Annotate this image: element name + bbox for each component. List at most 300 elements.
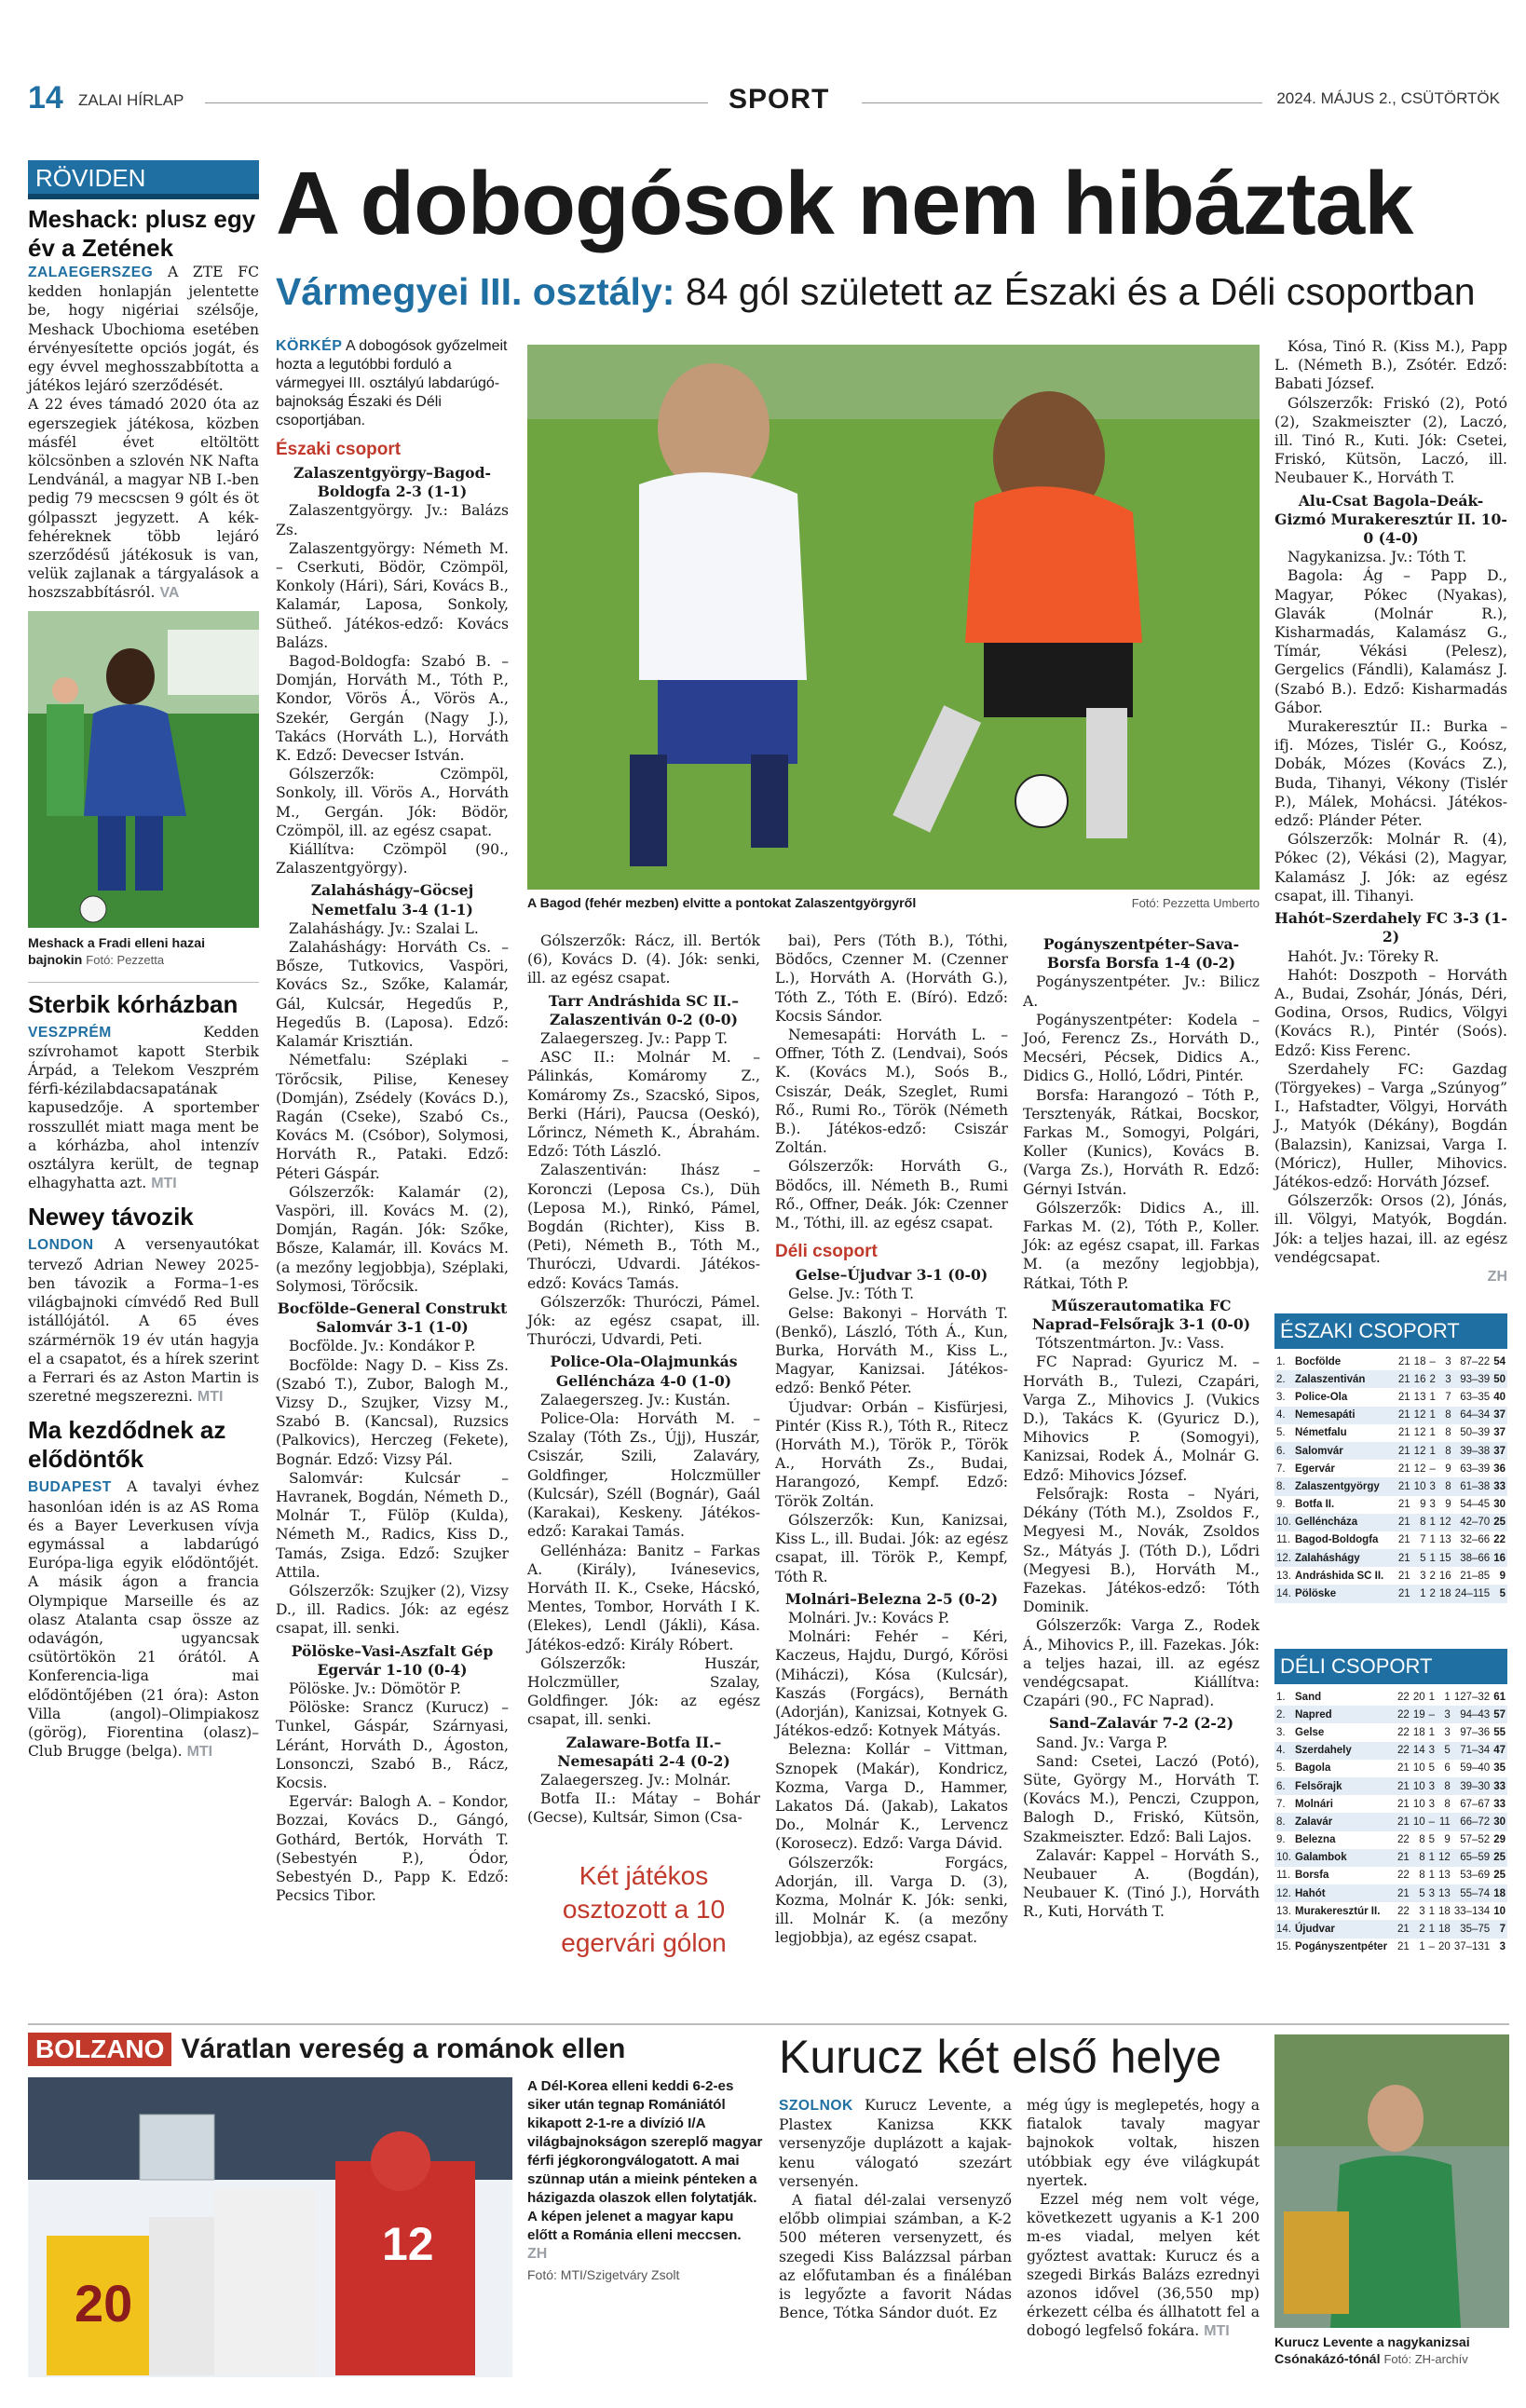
kurucz-body2: A fiatal dél-zalai versenyző előbb olimpiai számban, a K-2 500 méteren versenyzett, és szegedi Kiss Balázzsal párban az előfutamban és a fináléban is legyőzte a favorit Nádas Bence, Tótka Sándor duót. Ez <box>779 2192 1012 2322</box>
team-name: Sand <box>1295 1691 1322 1703</box>
standings-cell: 37–131 <box>1453 1941 1491 1953</box>
standings-cell: 16 <box>1493 1552 1506 1564</box>
kurucz-body3: még úgy is meglepetés, hogy a fiatalok tavaly magyar bajnokok voltak, hiszen utóbbiak egy éve világkupát nyertek. <box>1027 2097 1260 2189</box>
pullquote: Két játékos osztozott a 10 egervári gólon <box>561 1860 727 1957</box>
feature-photo-caption: A Bagod (fehér mezben) elvitte a pontokat Zalaszentgyörgyről Fotó: Pezzetta Umberto <box>527 896 1260 911</box>
match-report: Botfa II.: Mátay – Bohár (Gecse), Kultsár, Simon (Csa- <box>527 1790 760 1827</box>
standings-cell: 8 <box>1444 1780 1451 1792</box>
standings-cell: 3 <box>1445 1373 1451 1385</box>
results-column-2 <box>527 932 760 1960</box>
match-report: Újudvar: Orbán – Kisfürjesi, Pintér (Kiss R.), Tóth R., Ritecz (Horváth M.), Török P., Török A., Horváth Zs., Budai, Harangozó, Kempf. Edző: Török Zoltán. <box>775 1398 1008 1510</box>
standings-cell: 12 <box>1438 1852 1451 1864</box>
kurucz-caption: Kurucz Levente a nagykanizsai Csónakázó-tónál Fotó: ZH-archív <box>1274 2335 1470 2367</box>
standings-cell: 10 <box>1412 1762 1425 1775</box>
standings-cell: 67–67 <box>1460 1798 1491 1810</box>
results-column-1 <box>276 337 509 1905</box>
brief-newey-place: LONDON <box>28 1237 94 1254</box>
match-report: Gólszerzők: Kalamár (2), Vaspöri, ill. Kovács M. (2), Domján, Ragán. Jók: Szőke, Bősze, Kalamár, ill. Kovács M. (a mezőny legjobbja), Széplaki, Solymosi, Törőcsik. <box>276 1183 509 1295</box>
match-title: Alu-Csat Bagola–Deák-Gizmó Murakeresztúr II. 10-0 (4-0) <box>1274 491 1507 548</box>
standings-cell: 5 <box>1419 1887 1425 1899</box>
match-report: Borsfa: Harangozó – Tóth P., Tersztenyák, Rátkai, Bocskor, Farkas M., Somogyi, Polgári, Koller (Kunics), Kovács B. (Varga Zs.), Horváth R. Edző: Gérnyi István. <box>1023 1086 1260 1198</box>
standings-cell: 5. <box>1276 1762 1286 1775</box>
standings-row <box>1274 1496 1507 1514</box>
page-header <box>28 80 1500 121</box>
standings-cell: 5 <box>1444 1745 1451 1757</box>
standings-cell: 8 <box>1420 1517 1426 1529</box>
standings-cell: – <box>1428 1941 1436 1953</box>
standings-row <box>1274 1353 1507 1370</box>
standings-cell: 12 <box>1413 1445 1426 1457</box>
north-table <box>1274 1353 1507 1603</box>
standings-cell: 21 <box>1397 1588 1410 1600</box>
intro-lead: KÖRKÉP <box>276 338 343 354</box>
col1-results <box>276 464 509 1905</box>
standings-cell: 47 <box>1493 1745 1506 1757</box>
standings-cell: 22 <box>1397 1834 1410 1846</box>
brief-elodontok-body: BUDAPEST A tavalyi évhez hasonlóan idén is az AS Roma és a Bayer Leverkusen vívja egymással a labdarúgó Európa-liga egyik elődöntőjét. A másik ágon a francia Olympique Marseille és az olasz Atalanta csap össze az odavágón, ugyancsak csütörtökön 21 órától. A Konferencia-liga mai elődöntőjében (21 óra): Aston Villa (angol)–Olimpiakosz (görög), Fiorentina (olasz)–Club Brugge (belga). MTI <box>28 1478 259 1761</box>
standings-cell: 14. <box>1276 1924 1291 1936</box>
standings-cell: 1 <box>1444 1691 1451 1703</box>
standings-cell: 12 <box>1413 1427 1426 1439</box>
standings-cell: 33 <box>1493 1780 1506 1792</box>
standings-cell: 1 <box>1429 1517 1436 1529</box>
standings-cell: 13. <box>1276 1570 1291 1582</box>
standings-cell: 87–22 <box>1460 1355 1491 1367</box>
feature-photo-credit: Fotó: Pezzetta Umberto <box>1131 896 1260 910</box>
match-report: Zalaegerszeg. Jv.: Kustán. <box>540 1391 730 1408</box>
standings-cell: 3 <box>1444 1708 1451 1721</box>
brief-sterbik-title: Sterbik kórházban <box>28 989 238 1018</box>
standings-cell: 32–66 <box>1460 1534 1491 1546</box>
brief-meshack-body2: A 22 éves támadó 2020 óta az egerszegiek játékosa, közben másfél évet eltöltött kölcsönben a szlovén NK Nafta Lendvánál, a magyar NB I.-ben pedig 79 mecscsen 9 gólt és öt gólpasszt jegyzett. A kék-fehéreknek több lejáró szerződésű játékosuk is van, velük zajlanak a tárgyalások a hoszszabbításról. VA <box>28 396 259 602</box>
standings-row <box>1274 1902 1507 1920</box>
match-title: Zalaszentgyörgy–Bagod-Boldogfa 2-3 (1-1) <box>293 464 491 501</box>
standings-cell: 7 <box>1420 1534 1426 1546</box>
standings-cell: 5 <box>1428 1762 1436 1775</box>
standings-cell: 21 <box>1397 1762 1410 1775</box>
team-name: Murakeresztúr II. <box>1295 1905 1381 1917</box>
team-name: Zalaszentgyörgy <box>1295 1480 1380 1492</box>
match-report: Pölöske. Jv.: Dömötör P. <box>289 1680 462 1697</box>
brief-meshack-place: ZALAEGERSZEG <box>28 265 154 280</box>
standings-row <box>1274 1424 1507 1442</box>
standings-cell: 3 <box>1419 1905 1425 1917</box>
standings-row <box>1274 1549 1507 1567</box>
col2-results <box>527 932 760 1828</box>
kurucz-col-b <box>1027 2096 1260 2342</box>
match-report: Zalaszentiván: Ihász – Koronczi (Leposa Cs.), Düh (Leposa M.), Rinkó, Pámel, Bogdán (Richter), Kiss B. (Peti), Németh B., Tóth M., Thuróczi, Udvardi. Játékos-edző: Kovács Tamás. <box>527 1162 760 1292</box>
standings-cell: 12. <box>1276 1552 1291 1564</box>
standings-row <box>1274 1867 1507 1884</box>
standings-cell: – <box>1429 1462 1436 1475</box>
match-title: Zalaháshágy–Göcsej Nemetfalu 3-4 (1-1) <box>310 881 474 918</box>
standings-cell: 7. <box>1276 1462 1286 1475</box>
team-name: Police-Ola <box>1295 1391 1348 1403</box>
standings-cell: 18 <box>1493 1887 1506 1899</box>
subhead-rest: 84 gól született az Északi és a Déli csoportban <box>685 270 1476 313</box>
south-table <box>1274 1688 1507 1956</box>
standings-cell: 8 <box>1445 1427 1451 1439</box>
standings-cell: 3 <box>1429 1480 1436 1492</box>
main-headline: A dobogósok nem hibáztak <box>276 154 1413 253</box>
standings-cell: 10 <box>1412 1816 1425 1828</box>
standings-cell: 61–38 <box>1460 1480 1491 1492</box>
standings-cell: 33 <box>1493 1480 1506 1492</box>
kurucz-col-a <box>779 2096 1012 2322</box>
standings-cell: 1 <box>1428 1924 1436 1936</box>
standings-row <box>1274 1388 1507 1406</box>
standings-cell: 19 <box>1412 1708 1425 1721</box>
standings-cell: 22 <box>1397 1905 1410 1917</box>
match-report: Kósa, Tinó R. (Kiss M.), Papp L. (Németh B.), Zsótér. Edző: Babati József. <box>1274 338 1507 393</box>
standings-cell: 30 <box>1493 1816 1506 1828</box>
standings-cell: 55 <box>1493 1726 1506 1738</box>
standings-row <box>1274 1723 1507 1741</box>
standings-cell: 8 <box>1419 1870 1425 1882</box>
match-report: Egervár: Balogh A. – Kondor, Bozzai, Kovács D., Gángó, Gothárd, Bertók, Horváth T. (Sebestyén P.), Ódor, Sebestyén D., Papp K. Edző: Pecsics Tibor. <box>276 1793 509 1905</box>
team-name: Újudvar <box>1295 1924 1335 1936</box>
brief-meshack-title: Meshack: plusz egy év a Zetének <box>28 205 256 262</box>
standings-row <box>1274 1884 1507 1902</box>
standings-cell: 21 <box>1397 1941 1410 1953</box>
standings-cell: 3 <box>1429 1499 1436 1511</box>
standings-cell: 3 <box>1444 1726 1451 1738</box>
standings-cell: 18 <box>1438 1905 1451 1917</box>
standings-cell: 3. <box>1276 1726 1286 1738</box>
match-report: Hahót: Doszpoth – Horváth A., Budai, Zsohár, Jónás, Déri, Godina, Orsos, Rudics, Völgyi (Kovács R.), Pintér (Soós). Edző: Kiss Ferenc. <box>1274 966 1507 1059</box>
team-name: Bagola <box>1295 1762 1331 1775</box>
match-title: Pogányszentpéter–Sava-Borsfa Borsfa 1-4 (0-2) <box>1042 935 1240 973</box>
team-name: Zalaszentiván <box>1295 1373 1366 1385</box>
standings-row <box>1274 1585 1507 1602</box>
match-report: Gólszerzők: Molnár R. (4), Pókec (2), Vékási (2), Magyar, Kalamász J. Jók: az egész csapat, ill. Tihanyi. <box>1274 831 1507 905</box>
standings-row <box>1274 1706 1507 1723</box>
standings-cell: 7. <box>1276 1798 1286 1810</box>
standings-cell: 5. <box>1276 1427 1286 1439</box>
standings-cell: 25 <box>1493 1870 1506 1882</box>
standings-cell: 6. <box>1276 1780 1286 1792</box>
match-title: Bocfölde–General Construkt Salomvár 3-1 (1-0) <box>277 1299 508 1337</box>
south-standings <box>1274 1649 1507 1956</box>
match-report: Bocfölde: Nagy D. – Kiss Zs. (Szabó T.), Zubor, Balogh M., Vizsy D., Szujker, Vizsy M., Szabó B. (Kancsal), Ruzsics (Palkovics), Herczeg (Fekete), Bognár. Edző: Vizsy Pál. <box>276 1356 509 1468</box>
standings-cell: 1 <box>1429 1552 1436 1564</box>
standings-cell: 21 <box>1397 1499 1410 1511</box>
standings-cell: 33 <box>1493 1798 1506 1810</box>
team-name: Galambok <box>1295 1852 1347 1864</box>
standings-cell: 55–74 <box>1460 1887 1491 1899</box>
match-title: Zalaware-Botfa II.–Nemesapáti 2-4 (0-2) <box>557 1733 730 1770</box>
standings-cell: 9 <box>1445 1462 1451 1475</box>
kurucz-photo <box>1274 2034 1509 2328</box>
standings-cell: 21 <box>1397 1924 1410 1936</box>
match-report: Molnári. Jv.: Kovács P. <box>788 1609 950 1626</box>
standings-cell: 1 <box>1419 1941 1425 1953</box>
team-name: Nemesapáti <box>1295 1409 1356 1422</box>
team-name: Molnári <box>1295 1798 1333 1810</box>
standings-cell: 10. <box>1276 1852 1291 1864</box>
standings-cell: 40 <box>1493 1391 1506 1403</box>
match-report: bai), Pers (Tóth B.), Tóthi, Bödőcs, Czenner M. (Czenner L.), Horváth A. (Horváth G.), Tóth Z., Tóth E. (Bíró). Edző: Kocsis Sándor. <box>775 932 1008 1025</box>
team-name: Botfa II. <box>1295 1499 1335 1511</box>
standings-cell: 63–39 <box>1460 1462 1491 1475</box>
standings-cell: 30 <box>1493 1499 1506 1511</box>
standings-cell: 13. <box>1276 1905 1291 1917</box>
standings-cell: – <box>1428 1816 1436 1828</box>
standings-cell: 18 <box>1412 1726 1425 1738</box>
issue-date: 2024. MÁJUS 2., CSÜTÖRTÖK <box>1276 89 1500 107</box>
standings-cell: 1 <box>1428 1870 1436 1882</box>
standings-cell: 1 <box>1420 1588 1426 1600</box>
standings-cell: 97–36 <box>1460 1726 1491 1738</box>
brief-meshack-signoff: VA <box>159 585 180 602</box>
standings-cell: 21–85 <box>1460 1570 1491 1582</box>
standings-cell: 21 <box>1397 1798 1410 1810</box>
standings-cell: – <box>1428 1708 1436 1721</box>
brief-sterbik-place: VESZPRÉM <box>28 1024 112 1041</box>
standings-cell: 3 <box>1499 1941 1506 1953</box>
match-report: Gólszerzők: Varga Z., Rodek Á., Mihovics P., ill. Fazekas. Jók: a teljes hazai, ill. az egész vendégcsapat. Kiállítva: Czapári (90., FC Naprad). <box>1023 1617 1260 1710</box>
standings-cell: 15. <box>1276 1941 1291 1953</box>
bolzano-title-bar <box>28 2031 764 2068</box>
match-report: Molnári: Fehér – Kéri, Kaczeus, Hajdu, Durgó, Kőrösi (Miháczi), Kósa (Kulcsár), Kaszás (Forgács), Bernáth (Adorján), Kanizsai, Kotnyek G. Játékos-edző: Kotnyek Mátyás. <box>775 1628 1008 1740</box>
standings-row <box>1274 1849 1507 1867</box>
standings-cell: 21 <box>1397 1391 1410 1403</box>
subhead-lead: Vármegyei III. osztály: <box>276 270 675 313</box>
standings-cell: 8. <box>1276 1480 1286 1492</box>
team-name: Gelse <box>1295 1726 1325 1738</box>
standings-cell: 21 <box>1397 1887 1410 1899</box>
standings-cell: 21 <box>1397 1570 1410 1582</box>
brief-divider <box>28 982 259 983</box>
bolzano-photo-credit: Fotó: MTI/Szigetváry Zsolt <box>527 2267 680 2282</box>
standings-cell: 64–34 <box>1460 1409 1491 1422</box>
standings-cell: 39–30 <box>1460 1780 1491 1792</box>
standings-cell: 16 <box>1438 1570 1451 1582</box>
kurucz-credit: Fotó: ZH-archív <box>1383 2352 1468 2366</box>
standings-cell: 5 <box>1428 1834 1436 1846</box>
standings-cell: 21 <box>1397 1427 1410 1439</box>
standings-cell: 11. <box>1276 1870 1291 1882</box>
standings-cell: 12 <box>1438 1517 1451 1529</box>
standings-cell: 13 <box>1438 1887 1451 1899</box>
match-report: Gólszerzők: Thuróczi, Pámel. Jók: az egész csapat, ill. Thuróczi, Udvardi, Peti. <box>527 1293 760 1349</box>
standings-row <box>1274 1442 1507 1460</box>
standings-cell: 21 <box>1397 1445 1410 1457</box>
standings-cell: 25 <box>1493 1852 1506 1864</box>
match-report: Szerdahely FC: Gazdag (Törgyekes) – Varga „Szúnyog” I., Hafstadter, Völgyi, Horváth J., Matyók (Dékány), Bogdán (Balazsin), Kanizsai, Varga I. (Móricz), Huller, Mihovics. Játékos-edző: Horváth József. <box>1274 1060 1507 1190</box>
team-name: Németfalu <box>1295 1427 1347 1439</box>
kurucz-story <box>779 2031 1509 2375</box>
match-report: Belezna: Kollár – Vittman, Sznopek (Makár), Kondricz, Kozma, Varga D., Hammer, Lakatos Dá. (Jakab), Lakatos Do., Molnár K., Lervencz (Korosecz). Edző: Varga Dávid. <box>775 1741 1008 1853</box>
standings-cell: 4. <box>1276 1409 1286 1422</box>
standings-row <box>1274 1831 1507 1849</box>
meshack-photo-caption: Meshack a Fradi elleni hazai bajnokin Fotó: Pezzetta <box>28 935 206 968</box>
brief-meshack-body1: ZALAEGERSZEG A ZTE FC kedden honlapján jelentette be, hogy nigériai szélsője, Meshack Ubochioma esetében érvényesítette opciós jogát, és egy évvel meghosszabbította a játékos lejáró szerződését. <box>28 264 259 395</box>
standings-cell: 2 <box>1429 1570 1436 1582</box>
standings-cell: 36 <box>1493 1462 1506 1475</box>
standings-cell: 3 <box>1428 1780 1436 1792</box>
jersey-number-left: 20 <box>75 2274 133 2333</box>
match-title: Műszerautomatika FC Naprad–Felsőrajk 3-1 (0-0) <box>1031 1296 1251 1334</box>
standings-cell: 13 <box>1438 1870 1451 1882</box>
match-report: Gólszerzők: Huszár, Holczmüller, Szalay, Goldfinger. Jók: az egész csapat, ill. senki. <box>527 1654 760 1729</box>
standings-cell: 21 <box>1397 1852 1410 1864</box>
north-table-title: ÉSZAKI CSOPORT <box>1274 1313 1507 1349</box>
standings-cell: 50 <box>1493 1373 1506 1385</box>
col5-results <box>1274 337 1507 1267</box>
kurucz-body4: Ezzel még nem volt vége, következett ugyanis a K-1 200 m-es viadal, melyen két győztest avattak: Kurucz és a szegedi Birkás Balázs ezrednyi azonos idővel (36,550 mp) érkezett célba és állhatott fel a dobogó legfelső fokára. MTI <box>1027 2191 1260 2340</box>
match-report: Murakeresztúr II.: Burka – ifj. Mózes, Tislér G., Koósz, Dobák, Mózes (Kovács Z.), Buda, Tihanyi, Vékony (Tislér P.), Málek, Mohácsi. Játékos-edző: Plánder Péter. <box>1274 718 1507 830</box>
standings-cell: 7 <box>1499 1924 1506 1936</box>
match-report: Salomvár: Kulcsár – Havranek, Bogdán, Németh D., Molnár T., Fülöp (Kulda), Németh M., Radics, Kiss D., Tamás, Zsiga. Edző: Szujker Attila. <box>276 1469 509 1581</box>
standings-cell: 38–66 <box>1460 1552 1491 1564</box>
standings-cell: 1 <box>1428 1905 1436 1917</box>
standings-cell: 8 <box>1445 1480 1451 1492</box>
standings-cell: 8 <box>1419 1834 1425 1846</box>
standings-cell: 71–34 <box>1460 1745 1491 1757</box>
standings-cell: 12 <box>1413 1409 1426 1422</box>
standings-cell: 12. <box>1276 1887 1291 1899</box>
team-name: Szerdahely <box>1295 1745 1352 1757</box>
standings-cell: 21 <box>1397 1534 1410 1546</box>
standings-row <box>1274 1777 1507 1795</box>
standings-row <box>1274 1939 1507 1956</box>
standings-cell: 21 <box>1397 1552 1410 1564</box>
standings-cell: 18 <box>1438 1588 1451 1600</box>
kurucz-photo-illustration <box>1274 2034 1509 2328</box>
standings-cell: 37 <box>1493 1427 1506 1439</box>
standings-cell: 14 <box>1412 1745 1425 1757</box>
standings-cell: 25 <box>1493 1517 1506 1529</box>
standings-cell: 127–32 <box>1453 1691 1491 1703</box>
standings-cell: 1 <box>1429 1534 1436 1546</box>
standings-cell: 1 <box>1428 1852 1436 1864</box>
standings-cell: 59–40 <box>1460 1762 1491 1775</box>
results-column-3 <box>775 932 1008 1948</box>
match-report: Zalaegerszeg. Jv.: Papp T. <box>540 1030 729 1048</box>
standings-cell: 11 <box>1438 1816 1451 1828</box>
match-report: Bocfölde. Jv.: Kondákor P. <box>289 1338 476 1355</box>
match-report: Zalaháshágy: Horváth Cs. – Bősze, Tutkovics, Vaspöri, Kovács Sz., Szőke, Kalamár, Gál, Kulcsár, Hegedűs P., Hegedűs B. (Laposa). Edző: Kalamár Krisztián. <box>276 939 509 1051</box>
standings-cell: 18 <box>1413 1355 1426 1367</box>
col4-results <box>1023 935 1260 1922</box>
match-title: Tarr Andráshida SC II.–Zalaszentiván 0-2 (0-0) <box>548 991 740 1028</box>
standings-cell: 3 <box>1428 1745 1436 1757</box>
brief-sterbik-body: VESZPRÉM Kedden szívrohamot kapott Sterbik Árpád, a Telekom Veszprém férfi-kézilabdacsapatának kapusedzője. A sportember rosszullét miatt maga ment be a kórházba, ahol intenzív osztályra került, de tegnap elhagyhatta azt. MTI <box>28 1023 259 1192</box>
section-title: SPORT <box>729 84 830 115</box>
standings-cell: 21 <box>1397 1780 1410 1792</box>
standings-row <box>1274 1531 1507 1549</box>
standings-cell: 10 <box>1413 1480 1426 1492</box>
standings-cell: 21 <box>1397 1462 1410 1475</box>
standings-cell: 35 <box>1493 1762 1506 1775</box>
jersey-number-right: 12 <box>382 2218 434 2270</box>
standings-cell: 9 <box>1445 1499 1451 1511</box>
standings-cell: 39–38 <box>1460 1445 1491 1457</box>
standings-cell: 1. <box>1276 1355 1286 1367</box>
standings-cell: 1 <box>1429 1445 1436 1457</box>
south-table-title: DÉLI CSOPORT <box>1274 1649 1507 1684</box>
standings-cell: 2 <box>1419 1924 1425 1936</box>
standings-cell: 15 <box>1438 1552 1451 1564</box>
match-report: Pölöske: Srancz (Kurucz) – Tunkel, Gáspár, Szárnyasi, Léránt, Horváth D., Ágoston, Lonsonczi, Szabó B., Rácz, Kocsis. <box>276 1699 509 1792</box>
kurucz-place: SZOLNOK <box>779 2098 853 2114</box>
standings-cell: 29 <box>1493 1834 1506 1846</box>
standings-cell: 20 <box>1438 1941 1451 1953</box>
match-report: Gólszerzők: Didics A., ill. Farkas M. (2), Tóth P., Koller. Jók: az egész csapat, ill. Farkas M. (a mezőny legjobbja), Rátkai, Tóth P. <box>1023 1199 1260 1292</box>
match-report: Gólszerzők: Friskó (2), Potó (2), Szakmeiszter (2), Laczó, ill. Tinó R., Kuti. Jók: Csetei, Friskó, Kütsön, Laczó, ill. Neubauer K., Horváth T. <box>1274 394 1507 487</box>
standings-cell: 12 <box>1413 1462 1426 1475</box>
meshack-photo-illustration <box>28 611 259 928</box>
standings-cell: 50–39 <box>1460 1427 1491 1439</box>
match-title: Pölöske–Vasi-Aszfalt Gép Egervár 1-10 (0-4) <box>291 1641 494 1679</box>
match-report: Gólszerzők: Czömpöl, Sonkoly, ill. Vörös A., Horváth M., Gergán. Jók: Bödör, Czömpöl, ill. az egész csapat. <box>276 766 509 839</box>
standings-cell: 21 <box>1397 1409 1410 1422</box>
group-title: Déli csoport <box>775 1242 878 1262</box>
meshack-photo-credit: Fotó: Pezzetta <box>86 952 165 967</box>
match-report: FC Naprad: Gyuricz M. – Horváth B., Tulezi, Czapári, Varga Z., Mihovics J. (Vukics D.), Takács K. (Gyuricz D.), Mihovics P. (Somogyi), Kanizsai, Rodek Á., Molnár G. Edző: Mihovics József. <box>1023 1354 1260 1484</box>
standings-cell: 9 <box>1444 1834 1451 1846</box>
standings-cell: 16 <box>1413 1373 1426 1385</box>
standings-cell: 2. <box>1276 1708 1286 1721</box>
standings-cell: 3 <box>1428 1798 1436 1810</box>
match-report: Zalaszentgyörgy: Németh M. – Cserkuti, Bödör, Czömpöl, Konkoly (Hári), Sári, Kovács B., Kalamár, Laposa, Sonkoly, Sütheő. Játékos-edző: Kovács Balázs. <box>276 539 509 651</box>
standings-cell: – <box>1429 1355 1436 1367</box>
standings-cell: 10 <box>1412 1780 1425 1792</box>
standings-row <box>1274 1407 1507 1424</box>
standings-cell: 1 <box>1429 1427 1436 1439</box>
standings-cell: 10 <box>1412 1798 1425 1810</box>
match-report: Zalaszentgyörgy. Jv.: Balázs Zs. <box>276 502 509 538</box>
standings-cell: 22 <box>1397 1726 1410 1738</box>
standings-cell: 54 <box>1493 1355 1506 1367</box>
standings-cell: 93–39 <box>1460 1373 1491 1385</box>
standings-row <box>1274 1742 1507 1760</box>
team-name: Andráshida SC II. <box>1295 1570 1384 1582</box>
standings-cell: 2 <box>1429 1588 1436 1600</box>
standings-cell: 37 <box>1493 1445 1506 1457</box>
standings-cell: 94–43 <box>1460 1708 1491 1721</box>
bolzano-text <box>527 2077 764 2282</box>
standings-cell: 1 <box>1428 1691 1436 1703</box>
match-title: Police-Ola–Olajmunkás Gelléncháza 4-0 (1-0) <box>550 1353 738 1390</box>
standings-cell: 4. <box>1276 1745 1286 1757</box>
match-report: Gólszerzők: Szujker (2), Vizsy D., ill. Radics. Jók: az egész csapat, ill. senki. <box>276 1582 509 1638</box>
standings-cell: 8 <box>1419 1852 1425 1864</box>
team-name: Zalavár <box>1295 1816 1333 1828</box>
standings-cell: 13 <box>1413 1391 1426 1403</box>
match-report: Sand: Csetei, Laczó (Potó), Süte, György M., Horváth T. (Kovács M.), Penczi, Czuppon, Balogh D., Friskó, Kütsön, Szakmeiszter. Edző: Bali Lajos. <box>1023 1752 1260 1845</box>
intro: KÖRKÉP A dobogósok győzelmeit hozta a legutóbbi forduló a vármegyei III. osztályú labdarúgó-bajnokság Északi és Déli csoportjában. <box>276 338 508 429</box>
standings-row <box>1274 1813 1507 1830</box>
standings-cell: 8 <box>1444 1798 1451 1810</box>
standings-cell: 11. <box>1276 1534 1291 1546</box>
match-title: Sand–Zalavár 7-2 (2-2) <box>1048 1714 1234 1733</box>
match-report: ASC II.: Molnár M. – Pálinkás, Komáromy Z., Komáromy Zs., Szacskó, Sipos, Berki (Hári), Paucsa (Oeskó), Lőrincz, Németh K., Ábrahám. Edző: Tóth László. <box>527 1049 760 1161</box>
standings-cell: 42–70 <box>1460 1517 1491 1529</box>
standings-row <box>1274 1514 1507 1531</box>
match-report: Bagod-Boldogfa: Szabó B. – Domján, Horváth M., Tóth P., Kondor, Vörös Á., Vörös A., Szekér, Gergán (Nagy J.), Takács (Horváth L.), Horváth K. Edző: Devecser István. <box>276 653 509 765</box>
north-group-title: Északi csoport <box>276 440 402 459</box>
standings-cell: 54–45 <box>1460 1499 1491 1511</box>
standings-row <box>1274 1477 1507 1495</box>
standings-cell: 8 <box>1445 1409 1451 1422</box>
bolzano-title: Váratlan vereség a románok ellen <box>181 2034 626 2064</box>
page-number: 14 <box>28 80 63 116</box>
bottom-rule <box>28 2023 1509 2025</box>
standings-row <box>1274 1760 1507 1777</box>
header-rule-right <box>862 102 1262 103</box>
